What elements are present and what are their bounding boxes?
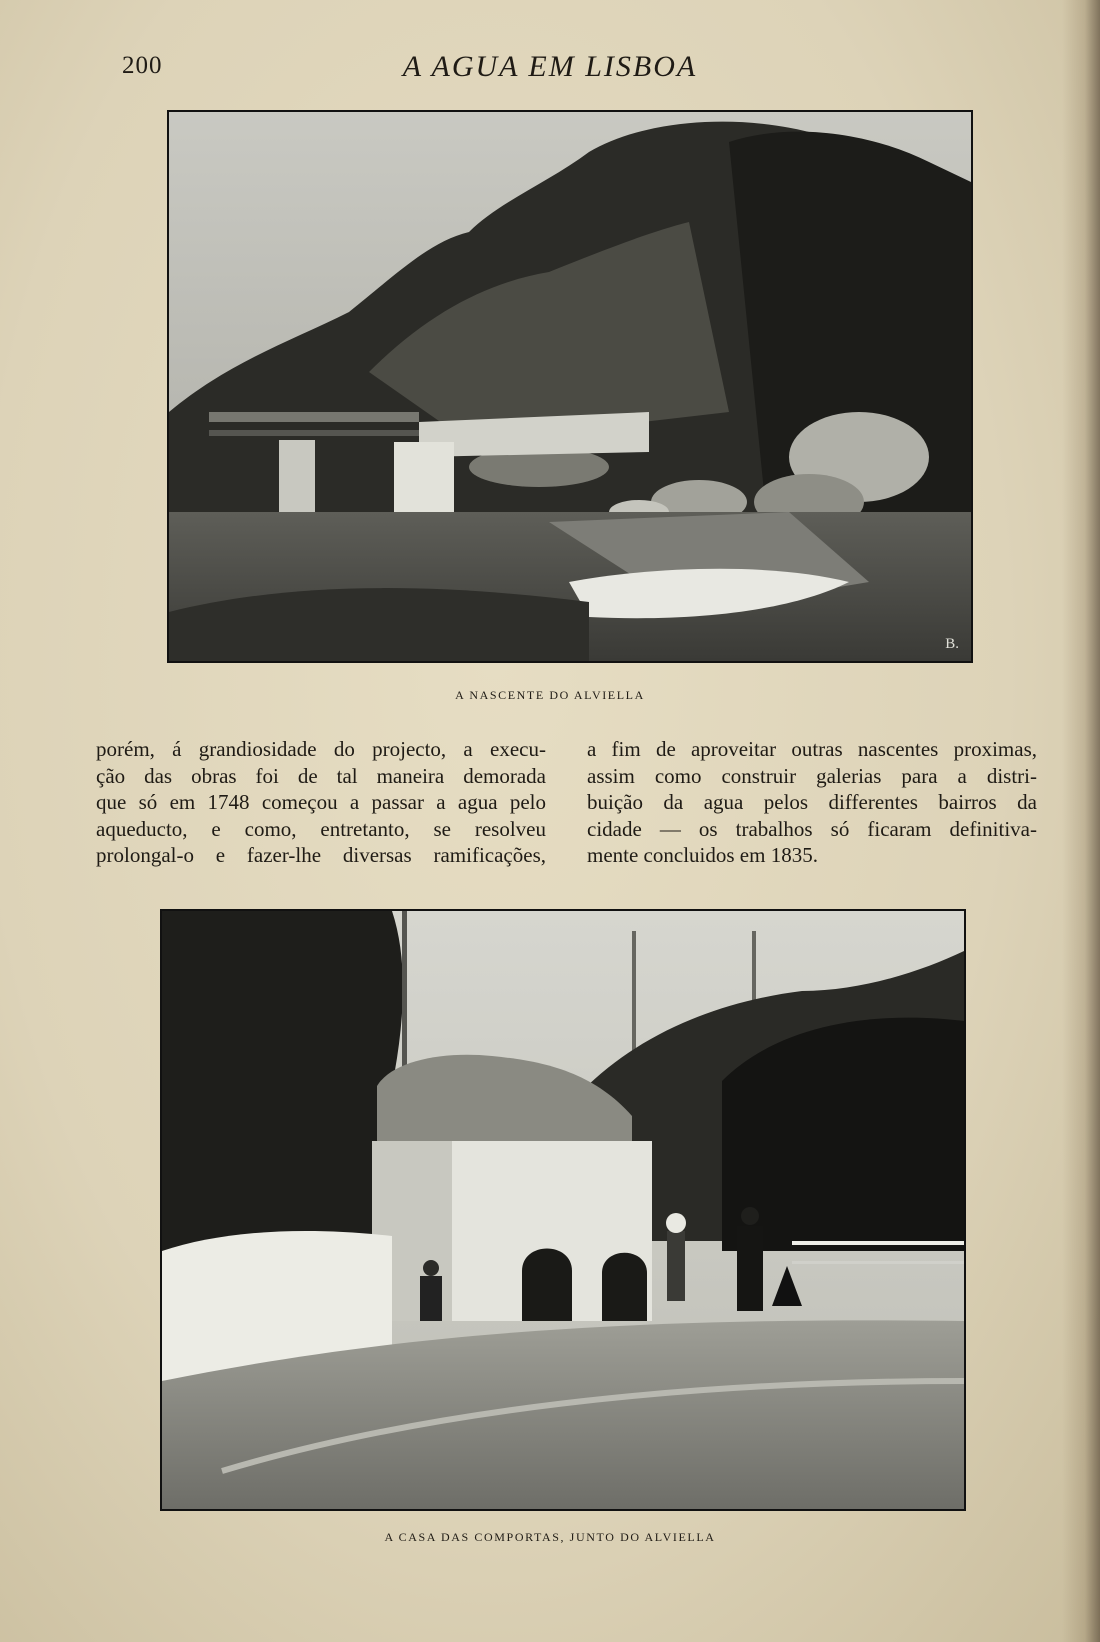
photo-casa-comportas [160,909,966,1511]
text-line: que só em 1748 começou a passar a agua pelo [96,790,546,814]
text-column-right [587,736,1037,869]
photo-nascente-alviella [167,110,973,663]
text-line: buição da agua pelos differentes bairros da [587,790,1037,814]
text-line: ção das obras foi de tal maneira demorada [96,763,546,788]
text-line: prolongal-o e fazer-lhe diversas ramificações, [96,843,546,867]
text-line: a fim de aproveitar outras nascentes proximas, [587,737,1037,761]
text-line: porém, á grandiosidade do projecto, a execu- [96,737,546,761]
caption-nascente: A NASCENTE DO ALVIELLA [455,688,645,702]
caption-casa-comportas: A CASA DAS COMPORTAS, JUNTO DO ALVIELLA [384,1530,716,1544]
photo-casa-illustration [162,911,964,1509]
running-head: A AGUA EM LISBOA [402,50,698,83]
text-line: mente concluidos em 1835. [587,843,818,867]
photo-nascente-illustration [169,112,971,661]
page-number: 200 [122,52,163,79]
text-column-left [96,736,546,869]
photo-monogram: B. [945,636,959,652]
page-edge-shadow [1062,0,1100,1642]
text-line: assim como construir galerias para a distri- [587,763,1037,788]
text-line: aqueducto, e como, entretanto, se resolveu [96,816,546,841]
text-line: cidade — os trabalhos só ficaram definitiva- [587,816,1037,841]
